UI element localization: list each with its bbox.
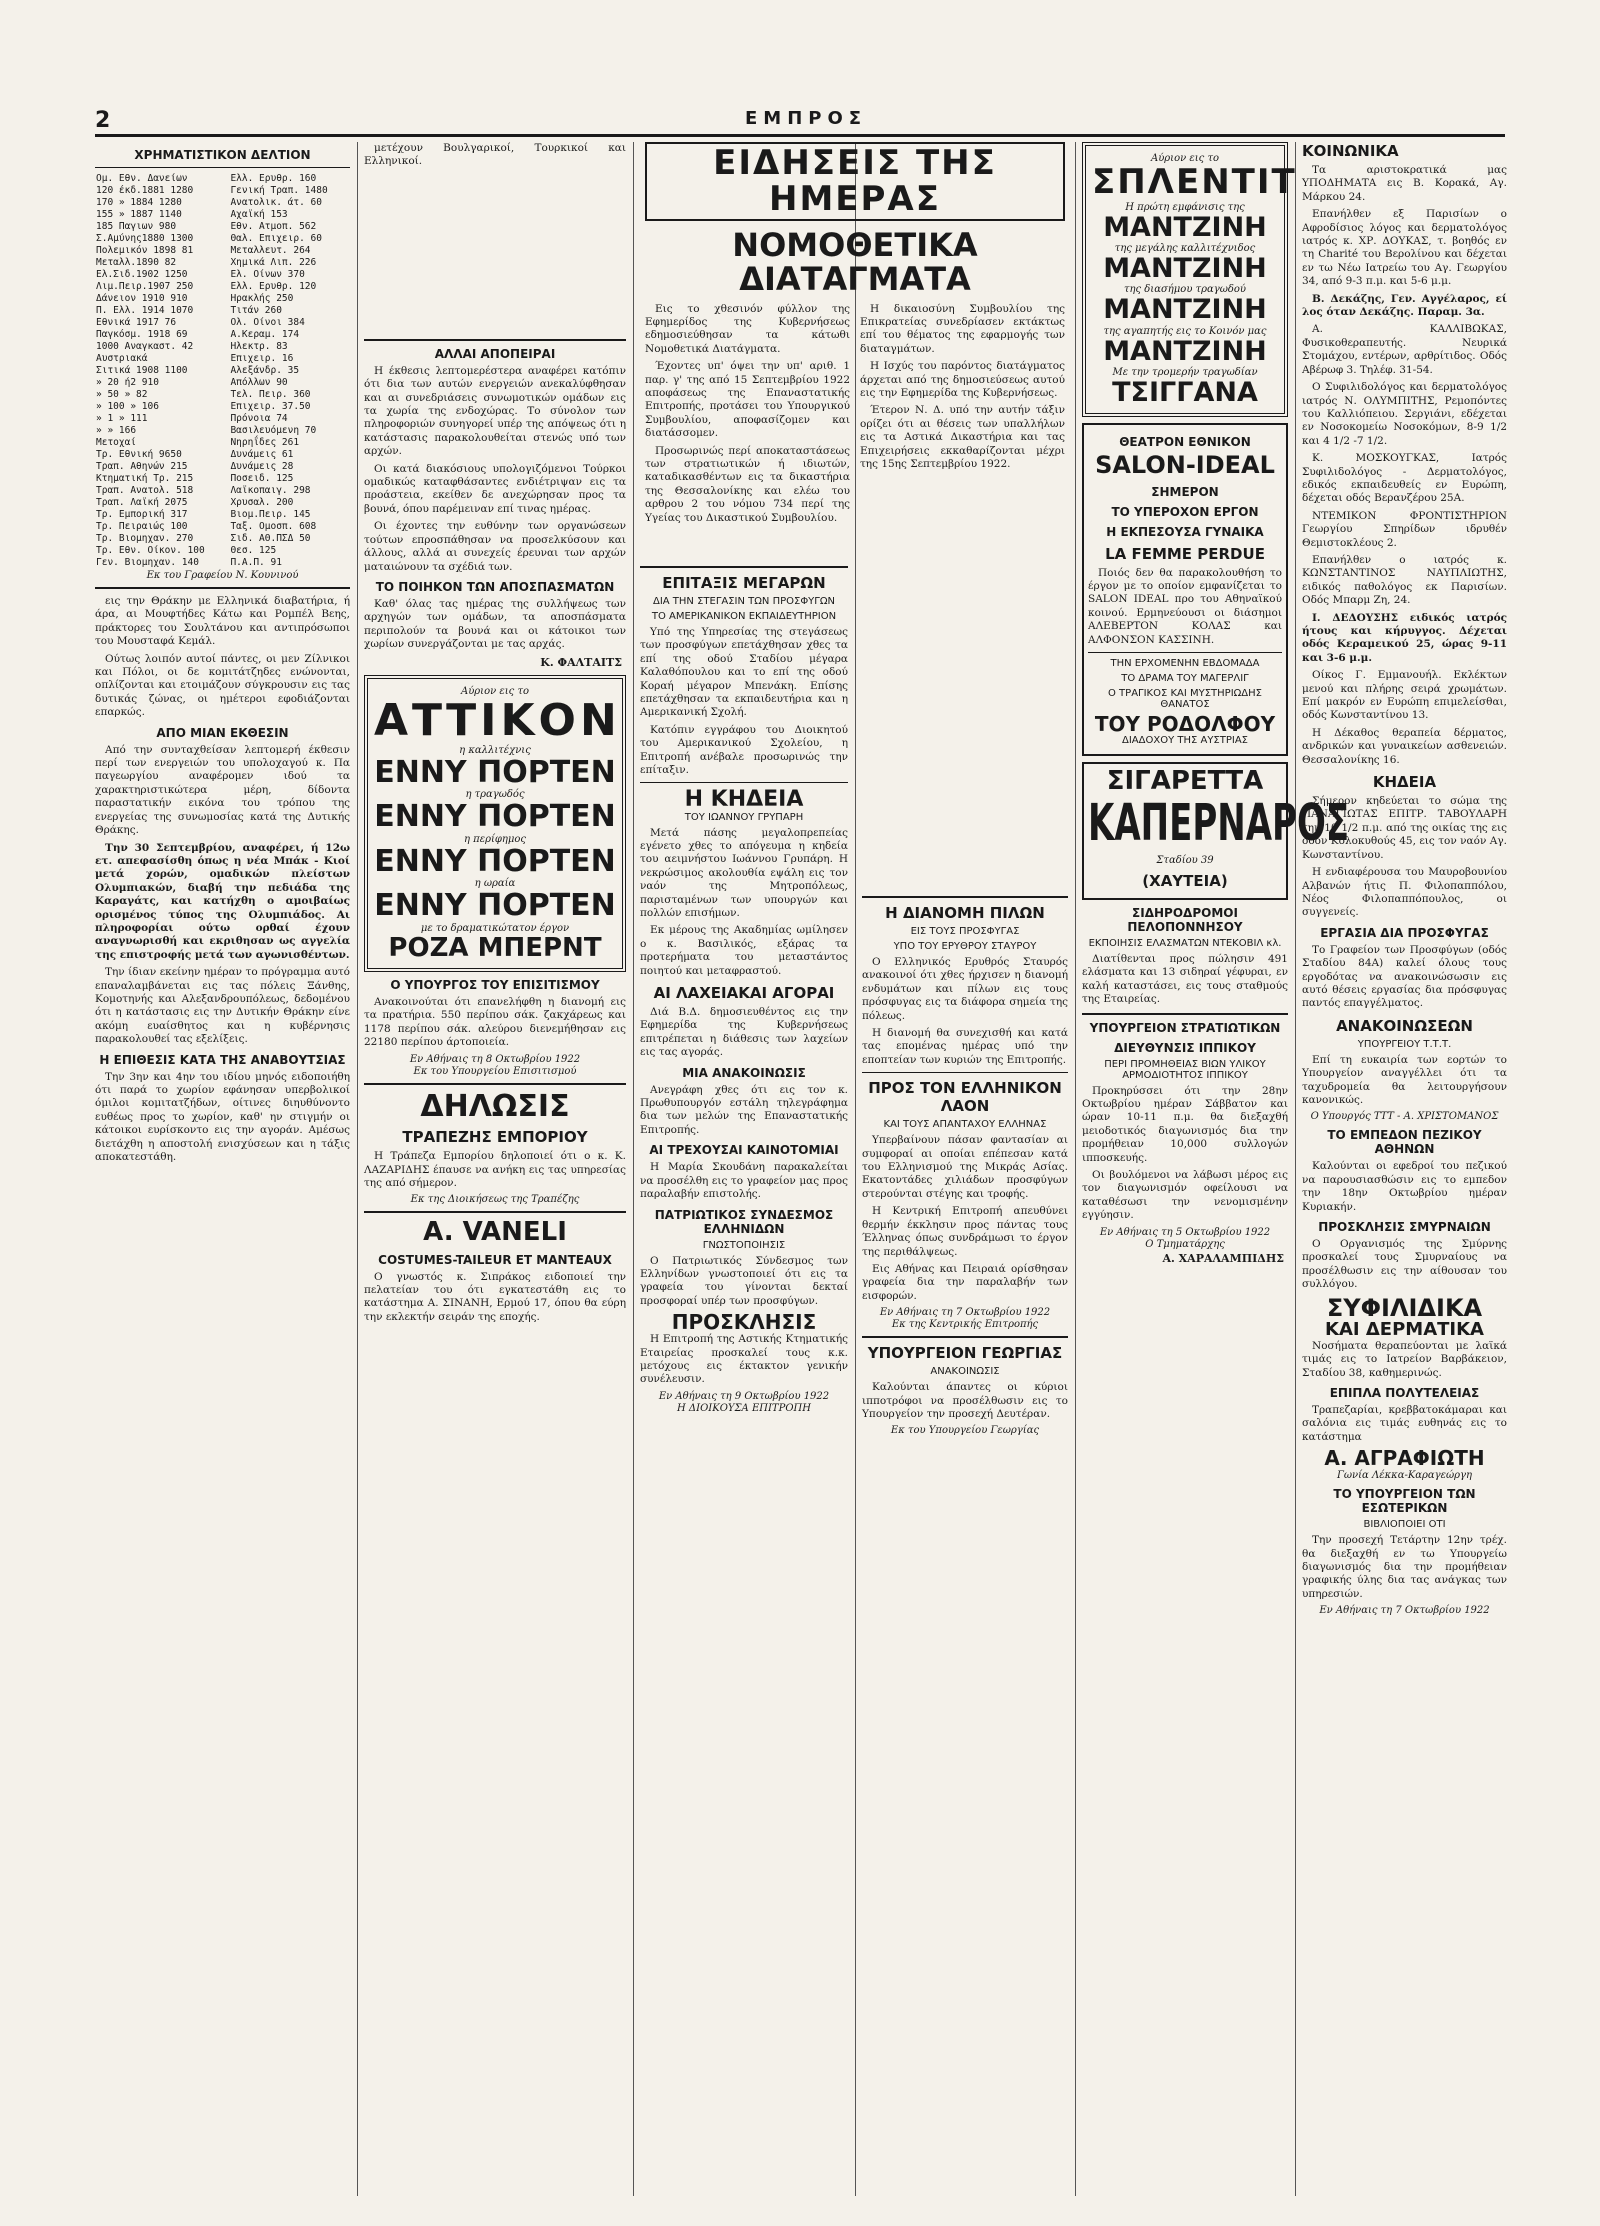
- column-4: [862, 890, 1068, 2196]
- signature: Κ. ΦΑΛΤΑΙΤΣ: [540, 655, 622, 669]
- article-text: Οίκος Γ. Εμμανουήλ. Εκλέκτων μενού και πλήρης σειρά χρωμάτων. Επί μακρόν εν Ευρώπη επιμελείσθαι, οδός Κωνσταντίνου 13.: [1302, 669, 1507, 722]
- market-row: [95, 449, 350, 461]
- article-text: Επανήλθεν ο ιατρός κ. ΚΩΝΣΤΑΝΤΙΝΟΣ ΝΑΥΠΛΙΩΤΗΣ, ειδικός παθολόγος εκ Παρισίων. Οδός Μπαρμ Ζη, 24.: [1302, 553, 1507, 607]
- market-row: [95, 293, 350, 305]
- column-rule: [1295, 142, 1296, 2196]
- source: Εκ της Διοικήσεως της Τραπέζης: [410, 1194, 580, 1206]
- subheadline: ΒΙΒΛΙΟΠΟΙΕΙ ΟΤΙ: [1363, 1519, 1446, 1531]
- dateline: Εν Αθήναις τη 7 Οκτωβρίου 1922: [879, 1307, 1051, 1319]
- article-text: Τραπεζαρίαι, κρεββατοκάμαραι και σαλόνια εις τιμάς ευθηνάς εις το κατάστημα: [1302, 1403, 1507, 1443]
- headline: ΠΡΟΣΚΛΗΣΙΣ ΣΜΥΡΝΑΙΩΝ: [1318, 1220, 1491, 1234]
- article-text: Καθ' όλας τας ημέρας της συλλήψεως των αρχηγών των ομάδων, τα αποσπάσματα περιπολούν τα βουνά και οι κάτοικοι των χωρίων συνεργάζονται με τας αρχάς.: [364, 597, 626, 651]
- market-row: [95, 185, 350, 197]
- advert-text: ΣΗΜΕΡΟΝ: [1151, 484, 1219, 499]
- lead-columns: [645, 303, 1065, 530]
- article-text: Διατίθενται προς πώλησιν 491 ελάσματα και 13 σιδηραί γέφυραι, εν καλή καταστάσει, εις τους σταθμούς της Εταιρείας.: [1082, 953, 1288, 1006]
- news-of-the-day-header: [645, 142, 1065, 529]
- market-row: [95, 473, 350, 485]
- market-cell: Ταξ. Ομοσπ. 608: [230, 521, 317, 532]
- article-text: Εκ μέρους της Ακαδημίας ωμίλησεν ο κ. Βασιλικός, εξάρας τα προτερήματα του μεταστάντος ποιητού και μεταφραστού.: [640, 924, 848, 977]
- advert-text: η τραγωδός: [465, 789, 525, 801]
- market-cell: Ανατολικ. άτ. 60: [230, 197, 322, 208]
- market-cell: Ελ.Σιδ.1902 1250: [96, 269, 188, 280]
- article-text: Επανήλθεν εξ Παρισίων ο Αφροδίσιος λόγος και δερματολόγος ιατρός κ. ΧΡ. ΔΟΥΚΑΣ, τ. βοηθός εν τη Charité του Βερολίνου και δέχεται εν τω Νέω Ιατρείω του Αγ. Γεωργίου 34, από 9-3 π.μ. και 5-6 μ.μ.: [1302, 208, 1507, 288]
- article-text: Ποιός δεν θα παρακολουθήση το έργον με το οποίον εμφανίζεται το SALON IDEAL προ του Αθηναϊκού κοινού. Ερμηνεύουσι οι διάσημοι ΑΛΕΒΕΡΤΟΝ ΚΟΛΑΣ και ΑΛΦΟΝΣΟΝ ΚΑΣΣΙΝΗ.: [1088, 566, 1282, 646]
- vaneli-tagline: COSTUMES-TAILEUR ET MANTEAUX: [378, 1252, 612, 1267]
- article-text: Την ίδιαν εκείνην ημέραν το πρόγραμμα αυτό επαναλαμβάνεται εις τας πόλεις Ξάνθης, Κομοτηνής και Αλεξανδρουπόλεως, δεδομένου ότι η κατάστασις εις την Δυτικήν Θράκην είνε ακόμη ευαίσθητος και η κυβέρνησις παρακολουθεί τας εξελίξεις.: [95, 966, 350, 1046]
- article-text: Την 3ην και 4ην του ιδίου μηνός ειδοποιήθη ότι παρά το χωρίον εφάνησαν υπερβολικοί όμιλοι κομιτατζήδων, οίτινες διηυθύνοντο ευθέως προς το χωρίον, καθ' ην στιγμήν οι κάτοικοι ευρίσκοντο εις την αγοράν. Αμέσως διετάχθη η αποστολή ενισχύσεων και η τάξις αποκατεστάθη.: [95, 1070, 350, 1164]
- subheadline: ΠΕΡΙ ΠΡΟΜΗΘΕΙΑΣ ΒΙΩΝ ΥΛΙΚΟΥ ΑΡΜΟΔΙΟΤΗΤΟΣ ΙΠΠΙΚΟΥ: [1104, 1058, 1266, 1081]
- advert-text: η καλλιτέχνις: [459, 744, 531, 756]
- article-text: Έχοντες υπ' όψει την υπ' αριθ. 1 παρ. γ' της από 15 Σεπτεμβρίου 1922 αποφάσεως της Επαναστατικής Επιτροπής, προτάσει του Υπουργικού Συμβουλίου, αποφασίζομεν και διατάσσομεν.: [645, 360, 850, 440]
- divider: [364, 1211, 626, 1213]
- subheadline: ΓΝΩΣΤΟΠΟΙΗΣΙΣ: [702, 1239, 786, 1251]
- market-cell: Ομ. Εθν. Δανείων: [96, 173, 188, 184]
- advert-text: της αγαπητής εις το Κοινόν μας: [1103, 325, 1267, 337]
- column-1: [95, 142, 350, 2196]
- market-cell: 155 » 1887 1140: [96, 209, 182, 220]
- subheadline: ΔΙΑ ΤΗΝ ΣΤΕΓΑΣΙΝ ΤΩΝ ΠΡΟΣΦΥΓΩΝ: [652, 596, 835, 607]
- market-cell: Βιομ.Πειρ. 145: [230, 509, 311, 520]
- market-cell: » 1 » 111: [96, 413, 148, 424]
- advert-text: η ωραία: [474, 878, 516, 890]
- article-text: Νοσήματα θεραπεύονται με λαϊκά τιμάς εις το Ιατρείον Βαρβάκειον, Σταδίου 38, καθημερινώς.: [1302, 1339, 1507, 1379]
- headline: ΥΠΟΥΡΓΕΙΟΝ ΓΕΩΡΓΙΑΣ: [867, 1344, 1063, 1363]
- source: Εκ του Υπουργείου Γεωργίας: [890, 1425, 1040, 1437]
- market-row: [95, 209, 350, 221]
- subheadline: ΥΠΟ ΤΟΥ ΕΡΥΘΡΟΥ ΣΤΑΥΡΟΥ: [893, 941, 1037, 952]
- article-text: Υπό της Υπηρεσίας της στεγάσεως των προσφύγων επετάχθησαν χθες τα επί της οδού Σταδίου μέγαρα Καλαθόπουλου και το επί της οδού Κοραή μέγαρον Μπενάκη. Επίσης επετάχθησαν τα εκπαιδευτήρια και η Αμερικανική Σχολή.: [640, 626, 848, 719]
- spacer: [364, 173, 626, 333]
- market-row: [95, 245, 350, 257]
- headline: ΠΡΟΣΚΛΗΣΙΣ: [671, 1310, 817, 1335]
- market-cell: Μεταλλ.1890 82: [96, 257, 177, 268]
- divider: [862, 896, 1068, 898]
- market-cell: Ελλ. Ερυθρ. 160: [230, 173, 317, 184]
- article-text: Την 30 Σεπτεμβρίου, αναφέρει, ή 12ω ετ. απεφασίσθη όπως η νέα Μπάκ - Κιοί μετά χορών, ομαδικών πλείστων Ολυμπιακών, διαβή την πεδιάδα της Καραγάτς, και κατήχθη ο αμοιβαίως ορισμένος τύπος της Ολυμπιάδος. Αι πληροφορίαι ούτω ορθαί έχουν αναγνωρισθή και εκριθησαν ως αγγελία της επιστροφής μετά των αγωνισθέντων.: [95, 841, 350, 961]
- market-cell: Ηλεκτρ. 83: [230, 341, 288, 352]
- market-row: [95, 365, 350, 377]
- market-cell: Γενική Τραπ. 1480: [230, 185, 328, 196]
- dateline: Εν Αθήναις τη 8 Οκτωβρίου 1922: [409, 1053, 581, 1065]
- market-row: [95, 305, 350, 317]
- article-text: Η Επιτροπή της Αστικής Κτηματικής Εταιρείας προσκαλεί τους κ.κ. μετόχους εις έκτακτον γενικήν συνέλευσιν.: [640, 1333, 848, 1386]
- market-cell: » 20 ή2 910: [96, 377, 159, 388]
- article-text: Ο Ελληνικός Ερυθρός Σταυρός ανακοινοί ότι χθες ήρχισεν η διανομή ενδυμάτων και πίλων εις τους πρόσφυγας εις τα διάφορα σημεία της πόλεως.: [862, 956, 1068, 1022]
- headline: Η ΔΙΑΝΟΜΗ ΠΙΛΩΝ: [885, 904, 1045, 922]
- headline: ΑΛΛΑΙ ΑΠΟΠΕΙΡΑΙ: [434, 346, 556, 361]
- film-title: ΡΟΖΑ ΜΠΕΡΝΤ: [388, 932, 602, 963]
- headline: ΜΙΑ ΑΝΑΚΟΙΝΩΣΙΣ: [682, 1065, 806, 1080]
- market-cell: Εθν. Ατμοπ. 562: [230, 221, 317, 232]
- attikon-advert: [364, 675, 626, 972]
- diva-name: ΜΑΝΤΖΙΝΗ: [1103, 253, 1267, 285]
- advert-text: ΤΗΝ ΕΡΧΟΜΕΝΗΝ ΕΒΔΟΜΑΔΑ: [1110, 658, 1260, 670]
- advert-text: Ο ΤΡΑΓΙΚΟΣ ΚΑΙ ΜΥΣΤΗΡΙΩΔΗΣ ΘΑΝΑΤΟΣ: [1108, 688, 1262, 711]
- salon-name: SALON-IDEAL: [1095, 451, 1275, 480]
- advert-address: Σταδίου 39: [1156, 855, 1214, 867]
- article-text: Οι κατά διακόσιους υπολογιζόμενοι Τούρκοι ομαδικώς καταφθάσαντες ενδιέτριψαν εις τα προάστεια, εκείθεν δε ανεχώρησαν προς τα βουνά, όπου παρέμειναν επί τινας ημέρας.: [364, 462, 626, 515]
- article-text: Από την συνταχθείσαν λεπτομερή έκθεσιν περί των ενεργειών του υπολοχαγού κ. Πα παγεωργίου αναφέρομεν ιδού τα χαρακτηριστικώτερα μέρη, δίδοντα παραστατικήν εικόνα του τρόπου της ενεργείας της συνωμοσίας κατά της Δυτικής Θράκης.: [95, 743, 350, 837]
- article-text: Κατόπιν εγγράφου του Διοικητού του Αμερικανικού Σχολείου, η Επιτροπή ανέβαλε προσωρινώς την επίταξιν.: [640, 723, 848, 777]
- column-6: [1302, 142, 1507, 2196]
- article-text: εις την Θράκην με Ελληνικά διαβατήρια, ή άρα, αι Μουφτήδες Κάτω και Ρομπέλ Βεης, πράκτορες του Σουλτάνου και αντιπρόσωποι του Μουσταφά Κεμάλ.: [95, 595, 350, 648]
- subheadline: ΤΟ ΑΜΕΡΙΚΑΝΙΚΟΝ ΕΚΠΑΙΔΕΥΤΗΡΙΟΝ: [651, 611, 837, 622]
- article-text: Έτερον Ν. Δ. υπό την αυτήν τάξιν ορίζει ότι αι θέσεις των υπαλλήλων εις τα Αστικά Δικαστήρια και τας Επιχειρήσεις εκκαθαρίζονται μέχρι της 15ης Σεπτεμβρίου 1922.: [860, 404, 1065, 471]
- advert-area: (ΧΑΥΤΕΙΑ): [1142, 872, 1228, 891]
- dateline: Εν Αθήναις τη 9 Οκτωβρίου 1922: [658, 1390, 830, 1402]
- market-row: [95, 545, 350, 557]
- market-cell: Νηρηΐδες 261: [230, 437, 300, 448]
- article-text: Ι. ΔΕΔΟΥΣΗΣ ειδικός ιατρός ήτους και κήρυγγος. Δέχεται οδός Κεραμεικού 25, ώρας 9-11 και 3-6 μ.μ.: [1302, 611, 1507, 664]
- masthead: [95, 108, 1505, 137]
- article-text: Η δικαιοσύνη Συμβουλίου της Επικρατείας συνεδρίασεν εκτάκτως επί του θέματος της εφαρμογής των διαταγμάτων.: [860, 302, 1065, 355]
- diva-name: ΜΑΝΤΖΙΝΗ: [1103, 294, 1267, 326]
- article-text: Η Δέκαθος θεραπεία δέρματος, ανδρικών και γυναικείων ασθενειών. Θεσσαλονίκης 16.: [1302, 726, 1507, 766]
- market-cell: Δυνάμεις 61: [230, 449, 294, 460]
- market-bulletin-title: ΧΡΗΜΑΤΙΣΤΙΚΟΝ ΔΕΛΤΙΟΝ: [134, 148, 311, 162]
- diva-name: ΜΑΝΤΖΙΝΗ: [1103, 211, 1267, 243]
- headline: ΤΟ ΥΠΟΥΡΓΕΙΟΝ ΤΩΝ ΕΣΩΤΕΡΙΚΩΝ: [1333, 1487, 1476, 1516]
- advert-text: Αύριον εις το: [1151, 153, 1219, 164]
- bank-name: ΤΡΑΠΕΖΗΣ ΕΜΠΟΡΙΟΥ: [402, 1128, 588, 1147]
- column-5: [1082, 142, 1350, 2196]
- star-name: ΕΝΝΥ ΠΟΡΤΕΝ: [374, 754, 616, 790]
- cigarette-brand: ΚΑΠΕΡΝΑΡΟΣ: [1088, 793, 1350, 854]
- article-text: Καλούνται οι εφεδροί του πεζικού να παρουσιασθώσιν εις το εμπεδον την 18ην Οκτωβρίου ημέραν Κυριακήν.: [1302, 1160, 1507, 1213]
- article-text: Το Γραφείον των Προσφύγων (οδός Σταδίου 84Α) καλεί όλους τους εργοδότας να ανακοινώσωσιν εις αυτό θέσεις εργασίας δια πρόσφυγας παντός επαγγέλματος.: [1302, 943, 1507, 1010]
- market-cell: Δάνειον 1910 910: [96, 293, 188, 304]
- banner-title: ΕΙΔΗΣΕΙΣ ΤΗΣ ΗΜΕΡΑΣ: [713, 143, 997, 219]
- headline: Ο ΥΠΟΥΡΓΟΣ ΤΟΥ ΕΠΙΣΙΤΙΣΜΟΥ: [390, 978, 600, 993]
- market-cell: Ελ. Οίνων 370: [230, 269, 305, 280]
- headline: ΣΥΦΙΛΙΔΙΚΑ: [1326, 1293, 1483, 1322]
- column-2: [364, 142, 626, 2196]
- page-number: 2: [95, 108, 111, 133]
- market-row: [95, 461, 350, 473]
- article-text: Μετά πάσης μεγαλοπρεπείας εγένετο χθες το απόγευμα η κηδεία του αειμνήστου Ιωάννου Γρυπάρη. Η νεκρώσιμος ακολουθία εψάλη εις τον ναόν της Μητροπόλεως, παρισταμένων των υπουργών και πολλών επισήμων.: [640, 826, 848, 919]
- market-row: [95, 509, 350, 521]
- article-text: Η Τράπεζα Εμπορίου δηλοποιεί ότι ο κ. Κ. ΛΑΖΑΡΙΔΗΣ έπαυσε να ανήκη εις τας υπηρεσίας της από σήμερον.: [364, 1150, 626, 1189]
- article-text: Η Κεντρική Επιτροπή απευθύνει θερμήν έκκλησιν προς πάντας τους Έλληνας όπως συνδράμωσι το έργον της περιθάλψεως.: [862, 1205, 1068, 1258]
- market-row: [95, 233, 350, 245]
- market-cell: Ποσειδ. 125: [230, 473, 294, 484]
- market-cell: Τρ. Εθνική 9650: [96, 449, 182, 460]
- headline: ΠΡΟΣ ΤΟΝ ΕΛΛΗΝΙΚΟΝ ΛΑΟΝ: [868, 1079, 1062, 1116]
- column-3: [640, 560, 848, 2196]
- article-text: Η ενδιαφέρουσα του Μαυροβουνίου Αλβανών ήτις Π. Φιλοπαππόλου, Νέος Φιλοπαππόπουλος, οι συγγενείς.: [1302, 866, 1507, 919]
- diva-name: ΜΑΝΤΖΙΝΗ: [1103, 335, 1267, 367]
- lead-left: [645, 303, 850, 530]
- divider: [862, 1072, 1068, 1073]
- article-text: Εις το χθεσινόν φύλλον της Εφημερίδος της Κυβερνήσεως εδημοσιεύθησαν τα κάτωθι Νομοθετικά Διατάγματα.: [645, 302, 850, 355]
- article-text: Οι έχοντες την ευθύνην των οργανώσεων τούτων επροσπάθησαν να προσελκύσουν και άλλους, αλλά αι συνεχείς έρευναι των αρχών ματαιώνουν τα σχέδιά των.: [364, 520, 626, 573]
- article-text: Η διανομή θα συνεχισθή και κατά τας επομένας ημέρας υπό την εποπτείαν των κυριών της Επιτροπής.: [862, 1027, 1068, 1066]
- divider: [364, 339, 626, 341]
- headline: ΥΠΟΥΡΓΕΙΟΝ ΣΤΡΑΤΙΩΤΙΚΩΝ: [1089, 1020, 1281, 1035]
- article-text: Η Μαρία Σκουδάνη παρακαλείται να προσέλθη εις το γραφείον μας προς παραλαβήν επιστολής.: [640, 1161, 848, 1201]
- market-cell: Αυστριακά: [96, 353, 148, 364]
- market-cell: Τραπ. Λαϊκή 2075: [96, 497, 188, 508]
- headline: ΚΗΔΕΙΑ: [1372, 773, 1437, 792]
- splendid-advert: [1082, 142, 1297, 417]
- market-cell: Σ.Αμύνης1880 1300: [96, 233, 194, 244]
- subheadline: ΚΑΙ ΤΟΥΣ ΑΠΑΝΤΑΧΟΥ ΕΛΛΗΝΑΣ: [883, 1119, 1047, 1131]
- market-cell: Επιχειρ. 37.50: [230, 401, 311, 412]
- market-cell: Τελ. Πειρ. 360: [230, 389, 311, 400]
- article-text: Την προσεχή Τετάρτην 12ην τρέχ. θα διεξαχθή εν τω Υπουργείω διαγωνισμός δια την προμήθειαν γραφικής ύλης δια τας ανάγκας των υπηρεσιών.: [1302, 1534, 1507, 1600]
- market-cell: 170 » 1884 1280: [96, 197, 182, 208]
- film-title: ΤΣΙΓΓΑΝΑ: [1112, 377, 1258, 409]
- salon-ideal-advert: [1082, 423, 1288, 756]
- market-cell: 185 Παγιων 980: [96, 221, 177, 232]
- headline: ΕΡΓΑΣΙΑ ΔΙΑ ΠΡΟΣΦΥΓΑΣ: [1320, 925, 1489, 940]
- market-row: [95, 557, 350, 569]
- divider: [1088, 652, 1282, 653]
- column-rule: [633, 142, 634, 2196]
- market-cell: » » 166: [96, 425, 137, 436]
- market-row: [95, 521, 350, 533]
- article-text: Επί τη ευκαιρία των εορτών το Υπουργείον αναγγέλλει ότι τα ταχυδρομεία θα λειτουργήσουν κανονικώς.: [1302, 1053, 1507, 1106]
- paper-name: ΕΜΠΡΟΣ: [745, 108, 868, 129]
- market-cell: Εθνικά 1917 76: [96, 317, 177, 328]
- shop-address: Γωνία Λέκκα-Καραγεώργη: [1336, 1470, 1473, 1482]
- advert-title: ΤΟΥ ΡΟΔΟΛΦΟΥ: [1094, 712, 1276, 737]
- dilosis-heading: ΔΗΛΩΣΙΣ: [420, 1088, 570, 1124]
- market-cell: Θεσ. 125: [230, 545, 277, 556]
- advert-text: με το δραματικώτατον έργον: [420, 922, 570, 934]
- market-cell: Αχαϊκή 153: [230, 209, 288, 220]
- market-cell: Σιτικά 1908 1100: [96, 365, 188, 376]
- market-cell: Πρόνοια 74: [230, 413, 288, 424]
- market-row: [95, 173, 350, 185]
- market-cell: Παγκόσμ. 1918 69: [96, 329, 188, 340]
- cigarette-advert: [1082, 762, 1350, 900]
- market-cell: Βασιλευόμενη 70: [230, 425, 317, 436]
- star-name: ΕΝΝΥ ΠΟΡΤΕΝ: [374, 799, 616, 835]
- market-row: [95, 389, 350, 401]
- shop-name: Α. ΑΓΡΑΦΙΩΤΗ: [1324, 1446, 1485, 1471]
- source: Εκ της Κεντρικής Επιτροπής: [891, 1319, 1039, 1331]
- film-title: Η ΕΚΠΕΣΟΥΣΑ ΓΥΝΑΙΚΑ: [1106, 524, 1264, 539]
- market-cell: Ελλ. Ερυθρ. 120: [230, 281, 317, 292]
- headline: ΑΠΟ ΜΙΑΝ ΕΚΘΕΣΙΝ: [156, 725, 289, 740]
- headline: ΔΙΕΥΘΥΝΣΙΣ ΙΠΠΙΚΟΥ: [1114, 1040, 1256, 1055]
- market-source: Εκ του Γραφείου Ν. Κουνινού: [146, 570, 299, 581]
- market-row: [95, 401, 350, 413]
- advert-text: ΔΙΑΔΟΧΟΥ ΤΗΣ ΑΥΣΤΡΙΑΣ: [1122, 735, 1248, 747]
- star-name: ΕΝΝΥ ΠΟΡΤΕΝ: [374, 843, 616, 879]
- market-cell: Ηρακλής 250: [230, 293, 294, 304]
- divider: [95, 167, 350, 168]
- article-text: Υπερβαίνουν πάσαν φαντασίαν αι συμφοραί αι οποίαι επέπεσαν κατά του Ελληνισμού της Μικράς Ασίας. Εκατοντάδες χιλιάδων προσφύγων στερούνται στέγης και τροφής.: [862, 1134, 1068, 1200]
- headline: ΑΝΑΚΟΙΝΩΣΕΩΝ: [1336, 1016, 1473, 1035]
- advert-text: Με την τρομερήν τραγωδίαν: [1112, 367, 1258, 379]
- banner-box: [645, 142, 1065, 221]
- headline: ΤΟ ΠΟΙΗΚΟΝ ΤΩΝ ΑΠΟΣΠΑΣΜΑΤΩΝ: [375, 579, 615, 594]
- subheadline: ΕΚΠΟΙΗΣΙΣ ΕΛΑΣΜΑΤΩΝ ΝΤΕΚΟΒΙΛ κλ.: [1088, 938, 1282, 950]
- market-row: [95, 197, 350, 209]
- article-text: Ο Πατριωτικός Σύνδεσμος των Ελληνίδων γνωστοποιεί ότι εις τα γραφεία του γίνονται δεκταί προσφοραί υπέρ των προσφύγων.: [640, 1254, 848, 1307]
- market-row: [95, 497, 350, 509]
- market-cell: Τρ. Εθν. Οίκον. 100: [96, 545, 205, 556]
- article-text: Κ. ΜΟΣΚΟΥΓΚΑΣ, Ιατρός Συφιλιδολόγος - Δερματολόγος, εδικός εκπαιδευθείς εν Ευρώπη, δέχεται οδός Βερανζέρου 25Α.: [1302, 452, 1507, 505]
- headline: ΤΟ ΕΜΠΕΔΟΝ ΠΕΖΙΚΟΥ ΑΘΗΝΩΝ: [1327, 1128, 1482, 1157]
- subheadline: ΥΠΟΥΡΓΕΙΟΥ Τ.Τ.Τ.: [1357, 1038, 1452, 1050]
- advert-text: της μεγάλης καλλιτέχνιδος: [1114, 243, 1256, 255]
- subheadline: ΑΝΑΚΟΙΝΩΣΙΣ: [930, 1366, 1000, 1378]
- article-text: Προσωρινώς περί αποκαταστάσεως των στρατιωτικών ή ιδιωτών, καταδικασθέντων εις τα δικαστήρια της Θεσσαλονίκης και ελέω του αρθρου 2 του νόμου 734 περί της Υγείας του Δικαστικού Συμβουλίου.: [645, 444, 850, 524]
- headline: ΕΠΙΤΑΞΙΣ ΜΕΓΑΡΩΝ: [662, 574, 826, 592]
- source: Η ΔΙΟΙΚΟΥΣΑ ΕΠΙΤΡΟΠΗ: [677, 1402, 811, 1414]
- market-cell: Γεν. Βιομηχαν. 140: [96, 557, 199, 568]
- market-cell: Χημικά Λιπ. 226: [230, 257, 317, 268]
- market-cell: Π.Α.Π. 91: [230, 557, 282, 568]
- market-row: [95, 281, 350, 293]
- star-name: ΕΝΝΥ ΠΟΡΤΕΝ: [374, 888, 616, 924]
- vaneli-name: A. VANELI: [423, 1217, 567, 1248]
- signature: Ο Υπουργός ΤΤΤ - Α. ΧΡΙΣΤΟΜΑΝΟΣ: [1310, 1111, 1499, 1123]
- divider: [640, 782, 848, 783]
- market-cell: Τρ. Εμπορική 317: [96, 509, 188, 520]
- market-row: [95, 485, 350, 497]
- market-cell: Ολ. Οίνοι 384: [230, 317, 305, 328]
- market-row: [95, 317, 350, 329]
- market-cell: 120 έκδ.1881 1280: [96, 185, 194, 196]
- divider: [1082, 1013, 1288, 1015]
- market-cell: Απόλλων 90: [230, 377, 288, 388]
- source: Εκ του Υπουργείου Επισιτισμού: [413, 1065, 577, 1077]
- market-cell: Τρ. Βιομηχαν. 270: [96, 533, 194, 544]
- theatre-name: ΣΠΛΕΝΤΙΤ: [1092, 162, 1297, 202]
- market-cell: Μεταλλευτ. 264: [230, 245, 311, 256]
- market-row: [95, 341, 350, 353]
- headline: ΣΙΔΗΡΟΔΡΟΜΟΙ ΠΕΛΟΠΟΝΝΗΣΟΥ: [1127, 906, 1243, 935]
- market-row: [95, 269, 350, 281]
- market-cell: Μετοχαί: [96, 437, 137, 448]
- article-text: Ο Συφιλιδολόγος και δερματολόγος ιατρός Ν. ΟΛΥΜΠΙΤΗΣ, Ρεμοπόντες του Καλλιόπειου. Σεργιάνι, εδέχεται εν Νοσοκομείω Νοσοκόμων, 8-9 1/2 και 4 1/2 -7 1/2.: [1302, 381, 1507, 447]
- market-cell: Αλεξάνδρ. 35: [230, 365, 300, 376]
- advert-text: Αύριον εις το: [461, 685, 529, 697]
- market-table: [95, 173, 350, 569]
- headline: ΚΑΙ ΔΕΡΜΑΤΙΚΑ: [1325, 1318, 1484, 1340]
- lead-headline: ΝΟΜΟΘΕΤΙΚΑ ΔΙΑΤΑΓΜΑΤΑ: [732, 226, 978, 298]
- signature: Α. ΧΑΡΑΛΑΜΠΙΔΗΣ: [1162, 1251, 1284, 1265]
- article-text: Η Ισχύς του παρόντος διατάγματος άρχεται από της δημοσιεύσεως αυτού εις την Εφημερίδα της Κυβερνήσεως.: [860, 360, 1065, 399]
- dateline: Εν Αθήναις τη 7 Οκτωβρίου 1922: [1319, 1605, 1490, 1617]
- market-cell: Λιμ.Πειρ.1907 250: [96, 281, 194, 292]
- market-cell: Επιχειρ. 16: [230, 353, 294, 364]
- column-rule: [357, 142, 358, 2196]
- market-cell: Πολεμικόν 1898 81: [96, 245, 194, 256]
- source: Ο Τμηματάρχης: [1145, 1238, 1225, 1250]
- market-cell: Τραπ. Ανατολ. 518: [96, 485, 194, 496]
- dateline: Εν Αθήναις τη 5 Οκτωβρίου 1922: [1099, 1226, 1271, 1238]
- article-text: Διά Β.Δ. δημοσιευθέντος εις την Εφημερίδα της Κυβερνήσεως επιτρέπεται η διάθεσις των λαχείων εις τας αγοράς.: [640, 1006, 848, 1059]
- article-text: Τα αριστοκρατικά μας ΥΠΟΔΗΜΑΤΑ εις Β. Κορακά, Αγ. Μάρκου 24.: [1302, 164, 1507, 203]
- market-cell: 1000 Αναγκαστ. 42: [96, 341, 194, 352]
- article-text: Ανεγράφη χθες ότι εις τον κ. Πρωθυπουργόν εστάλη τηλεγράφημα δια των μελών της Επαναστατικής Επιτροπής.: [640, 1083, 848, 1136]
- article-text: ΝΤΕΜΙΚΟΝ ΦΡΟΝΤΙΣΤΗΡΙΟΝ Γεωργίου Σπηρίδων ιδρυθέν Θεμιστοκλέους 2.: [1302, 509, 1507, 549]
- theatre-name: ΑΤΤΙΚΟΝ: [374, 694, 621, 746]
- article-text: Β. Δεκάζης, Γεν. Αγγέλαρος, εί λος όταν Δεκάζης. Παραμ. 3α.: [1302, 292, 1507, 319]
- article-text: Ούτως λοιπόν αυτοί πάντες, οι μεν Ζίλνικοι και Πόλοι, οι δε κομιτάτζηδες ενώνονται, οπλίζονται και ετοιμάζουν σύγκρουσιν εις τας δυτικάς ζώνας, οι ημέτεροι εφοδιάζονται επαρκώς.: [95, 652, 350, 719]
- market-cell: Δυνάμεις 28: [230, 461, 294, 472]
- article-text: μετέχουν Βουλγαρικοί, Τουρκικοί και Ελληνικοί.: [364, 142, 626, 168]
- market-cell: Τραπ. Αθηνών 215: [96, 461, 188, 472]
- advert-text: Η πρώτη εμφάνισις της: [1125, 201, 1245, 213]
- divider: [640, 566, 848, 568]
- article-text: Α. ΚΑΛΛΙΒΩΚΑΣ, Φυσικοθεραπευτής. Νευρικά Στομάχου, εντέρων, αρθρίτιδος. Οδός Αβέρωφ 3. Τηλέφ. 31-54.: [1302, 323, 1507, 376]
- divider: [95, 587, 350, 589]
- market-row: [95, 437, 350, 449]
- market-row: [95, 353, 350, 365]
- market-cell: Λαϊκοπαιγ. 298: [230, 485, 311, 496]
- market-row: [95, 425, 350, 437]
- market-cell: Α.Κεραμ. 174: [230, 329, 300, 340]
- headline: ΕΠΙΠΛΑ ΠΟΛΥΤΕΛΕΙΑΣ: [1329, 1385, 1480, 1400]
- column-rule: [1075, 142, 1076, 2196]
- lead-right: [860, 303, 1065, 530]
- divider: [364, 1083, 626, 1085]
- article-text: Η έκθεσις λεπτομερέστερα αναφέρει κατόπιν ότι δια των αυτών ενεργειών ανεκαλύφθησαν και αι συνεδριάσεις συνωμοτικών ομάδων εις τα χωρία της ενδοχώρας. Το σύνολον των πληροφοριών συνηγορεί υπέρ της απόψεως ότι η κατάστασις παρακολουθείται στενώς υπό των αρχών.: [364, 364, 626, 458]
- market-row: [95, 413, 350, 425]
- market-cell: Π. Ελλ. 1914 1070: [96, 305, 194, 316]
- market-cell: Χρυσαλ. 200: [230, 497, 294, 508]
- market-cell: Τιτάν 260: [230, 305, 282, 316]
- market-cell: Κτηματική Τρ. 215: [96, 473, 194, 484]
- market-row: [95, 533, 350, 545]
- theatre-name: ΘΕΑΤΡΟΝ ΕΘΝΙΚΟΝ: [1119, 435, 1251, 450]
- article-text: Σήμερον κηδεύεται το σώμα της ΠΑΝΑΓΙΩΤΑΣ ΕΠΙΤΡ. ΤΑΒΟΥΛΑΡΗ την 10 1/2 π.μ. από της οικίας της εις οδόν Κολοκυθούς 45, εις τον ναόν Αγ. Κωνσταντίνου.: [1302, 795, 1507, 861]
- market-row: [95, 329, 350, 341]
- film-title-fr: LA FEMME PERDUE: [1105, 544, 1265, 563]
- headline: ΑΙ ΛΑΧΕΙΑΚΑΙ ΑΓΟΡΑΙ: [653, 984, 835, 1003]
- market-row: [95, 257, 350, 269]
- market-cell: Θαλ. Επιχειρ. 60: [230, 233, 322, 244]
- headline: Η ΚΗΔΕΙΑ: [684, 787, 804, 813]
- advert-text: της διασήμου τραγωδού: [1123, 284, 1246, 296]
- headline: Η ΕΠΙΘΕΣΙΣ ΚΑΤΑ ΤΗΣ ΑΝΑΒΟΥΤΣΙΑΣ: [99, 1052, 346, 1067]
- market-cell: » 50 » 82: [96, 389, 148, 400]
- article-text: Ανακοινούται ότι επανελήφθη η διανομή εις τα πρατήρια. 550 περίπου σάκ. ζακχάρεως και 1178 περίπου σάκ. αλεύρου διενεμήθησαν εις 22180 περίπου άρτοποιεία.: [364, 996, 626, 1049]
- article-text: Προκηρύσσει ότι την 28ην Οκτωβρίου ημέραν Σάββατον και ώραν 10-11 π.μ. θα διεξαχθή μειοδοτικός διαγωνισμός δια την προμήθειαν 10,000 συλλογών ιπποσκευής.: [1082, 1084, 1288, 1164]
- market-cell: Σιδ. ΑΘ.ΠΣΔ 50: [230, 533, 311, 544]
- advert-text: ΤΟ ΔΡΑΜΑ ΤΟΥ ΜΑΓΕΡΛΙΓ: [1121, 673, 1249, 685]
- advert-text: ΤΟ ΥΠΕΡΟΧΟΝ ΕΡΓΟΝ: [1111, 504, 1259, 519]
- subheadline: ΤΟΥ ΙΩΑΝΝΟΥ ΓΡΥΠΑΡΗ: [684, 811, 804, 823]
- headline: ΚΟΙΝΩΝΙΚΑ: [1302, 142, 1399, 160]
- market-cell: Τρ. Πειραιώς 100: [96, 521, 188, 532]
- article-text: Ο Οργανισμός της Σμύρνης προσκαλεί τους Σμυρναίους να προσέλθωσιν εις την αίθουσαν του συλλόγου.: [1302, 1238, 1507, 1291]
- market-cell: » 100 » 106: [96, 401, 159, 412]
- article-text: Εις Αθήνας και Πειραιά ορίσθησαν γραφεία δια την παραλαβήν των εισφορών.: [862, 1262, 1068, 1302]
- divider: [862, 1336, 1068, 1338]
- advert-text: η περίφημος: [463, 833, 527, 845]
- subheadline: ΕΙΣ ΤΟΥΣ ΠΡΟΣΦΥΓΑΣ: [910, 926, 1020, 937]
- article-text: Ο γνωστός κ. Σιπράκος ειδοποιεί την πελατείαν του ότι εγκατεστάθη εις το κατάστημα Α. ΣΙΝΑΝΗ, Ερμού 17, όπου θα εύρη την εκλεκτήν σειράν της εποχής.: [364, 1270, 626, 1323]
- headline: ΑΙ ΤΡΕΧΟΥΣΑΙ ΚΑΙΝΟΤΟΜΙΑΙ: [649, 1143, 839, 1158]
- market-row: [95, 221, 350, 233]
- cigarette-heading: ΣΙΓΑΡΕΤΤΑ: [1106, 766, 1264, 797]
- market-row: [95, 377, 350, 389]
- article-text: Καλούνται άπαντες οι κύριοι ιπποτρόφοι να προσέλθωσιν εις το Υπουργείον την προσεχή Δευτέραν.: [862, 1381, 1068, 1420]
- article-text: Οι βουλόμενοι να λάβωσι μέρος εις τον διαγωνισμόν οφείλουσι να καταθέσωσι την νενομισμένην εγγύησιν.: [1082, 1169, 1288, 1222]
- headline: ΠΑΤΡΙΩΤΙΚΟΣ ΣΥΝΔΕΣΜΟΣ ΕΛΛΗΝΙΔΩΝ: [654, 1207, 834, 1236]
